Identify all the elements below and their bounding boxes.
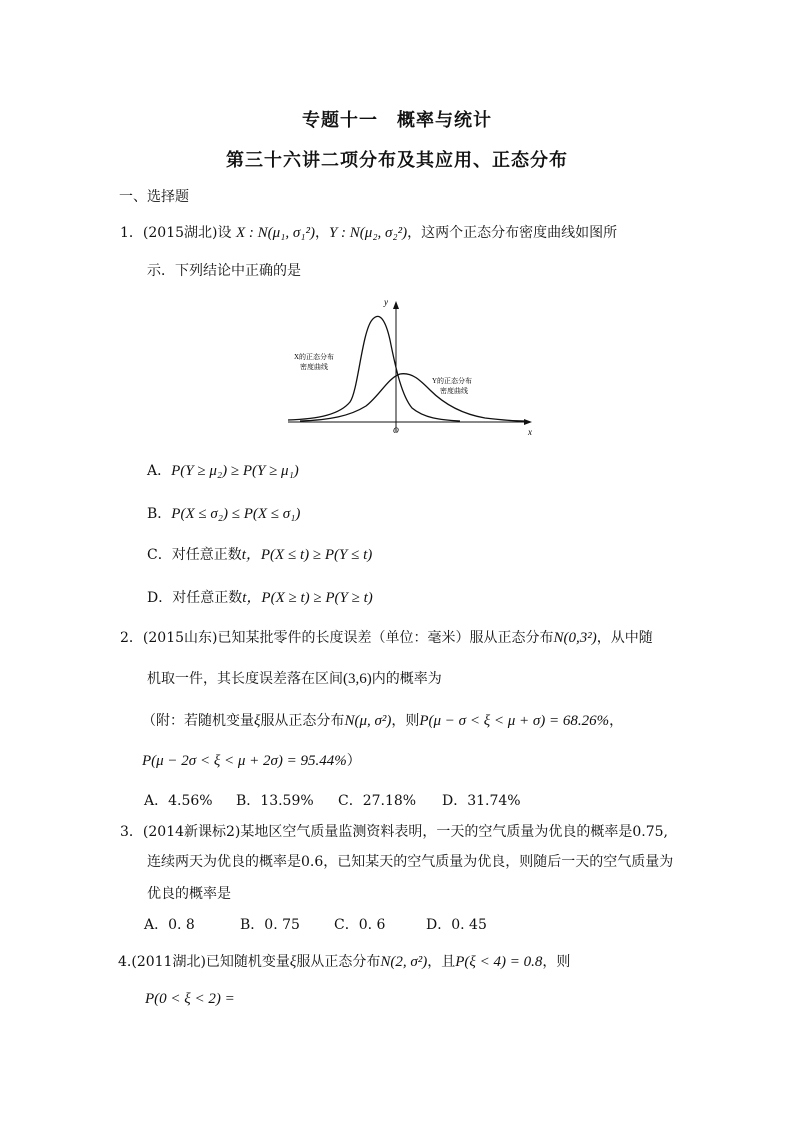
option-d[interactable]: D．31.74% <box>442 793 521 809</box>
note-text: （附：若随机变量 <box>142 713 254 729</box>
x-curve-label-line1: X的正态分布 <box>294 353 335 361</box>
math-expression: X : N(μ₁, σ₁²) <box>235 225 315 241</box>
y-axis-arrow <box>393 301 399 309</box>
stem-text: 服从正态分布 <box>296 954 381 970</box>
option-b[interactable]: B．13.59% <box>236 793 314 809</box>
question-3-stem-line3: 优良的概率是 <box>147 886 231 902</box>
math-variable: ξ <box>289 954 297 970</box>
question-2-note-line1 <box>142 710 623 730</box>
question-source: (2015湖北) <box>142 225 218 241</box>
stem-text: ，且 <box>427 954 456 970</box>
math-expression: P(μ − σ < ξ < μ + σ) = 68.26% <box>419 713 610 729</box>
math-expression: P(μ − 2σ < ξ < μ + 2σ) = 95.44% <box>142 753 347 769</box>
stem-text: 某地区空气质量监测资料表明，一天的空气质量为优良的概率是0.75, <box>240 824 669 840</box>
note-text: 服从正态分布 <box>260 713 345 729</box>
question-source: (2011湖北) <box>131 954 206 970</box>
x-axis-label: x <box>528 427 532 437</box>
option-a[interactable]: A．4.56% <box>144 793 213 809</box>
note-text: ，则 <box>391 713 420 729</box>
math-expression: N(0,3²) <box>553 630 597 646</box>
stem-text: 已知某批零件的长度误差（单位：毫米）服从正态分布 <box>217 630 554 646</box>
stem-text: ，从中随 <box>596 630 653 646</box>
question-source: (2014新课标2) <box>142 824 241 840</box>
origin-label: O <box>393 426 399 435</box>
note-text: ， <box>609 713 624 729</box>
question-1-stem-line2: 示．下列结论中正确的是 <box>147 263 301 279</box>
normal-density-figure <box>280 292 540 442</box>
y-curve-label-line1: Y的正态分布 <box>432 377 473 385</box>
math-expression: ，P(X ≤ t) ≥ P(Y ≤ t) <box>245 547 373 563</box>
math-expression: N(μ, σ²) <box>344 713 392 729</box>
math-expression: N(2, σ²) <box>380 954 428 970</box>
stem-text: 机取一件，其长度误差落在区间 <box>147 671 343 687</box>
question-4-stem-line1 <box>118 951 570 971</box>
question-source: (2015山东) <box>142 630 218 646</box>
page-title: 专题十一 概率与统计 <box>302 110 492 131</box>
stem-text: 已知随机变量 <box>205 954 290 970</box>
y-density-curve <box>300 374 524 421</box>
option-d[interactable] <box>147 586 373 607</box>
math-expression: ，P(X ≥ t) ≥ P(Y ≥ t) <box>246 590 373 606</box>
page-subtitle: 第三十六讲二项分布及其应用、正态分布 <box>226 150 568 171</box>
option-label: B． <box>147 506 172 522</box>
question-3-stem-line2: 连续两天为优良的概率是0.6，已知某天的空气质量为优良，则随后一天的空气质量为 <box>147 854 674 870</box>
question-4-stem-line2 <box>145 991 235 1008</box>
stem-text: ，这两个正态分布密度曲线如图所 <box>407 225 618 241</box>
math-expression: (3,6) <box>343 671 372 687</box>
section-heading: 一、选择题 <box>119 189 189 205</box>
option-b[interactable] <box>147 503 300 523</box>
x-axis-arrow <box>524 419 532 425</box>
question-3-stem-line1 <box>120 821 668 841</box>
stem-text: ， <box>314 225 329 241</box>
note-text: ） <box>346 753 361 769</box>
option-c[interactable]: C．0. 6 <box>334 917 386 933</box>
option-c[interactable]: C．27.18% <box>338 793 417 809</box>
y-curve-label-line2: 密度曲线 <box>440 387 468 395</box>
math-variable: ξ <box>254 713 261 729</box>
question-2-stem-line1 <box>120 627 653 647</box>
math-variable: t <box>241 547 246 563</box>
option-label: D．对任意正数 <box>147 590 243 606</box>
question-number: 4. <box>118 954 132 970</box>
math-expression: Y : N(μ₂, σ₂²) <box>328 225 408 241</box>
option-a[interactable]: A．0. 8 <box>144 917 195 933</box>
question-number: 3． <box>120 824 143 840</box>
question-2-stem-line2 <box>147 668 442 688</box>
option-label: A． <box>147 463 172 479</box>
stem-text: 设 <box>217 225 232 241</box>
question-2-note-line2 <box>142 750 361 770</box>
y-axis-label: y <box>384 297 388 307</box>
question-1-stem-line1 <box>120 222 617 242</box>
option-b[interactable]: B．0. 75 <box>240 917 300 933</box>
stem-text: 内的概率为 <box>371 671 442 687</box>
question-number: 1． <box>120 225 143 241</box>
x-curve-label-line2: 密度曲线 <box>300 363 328 371</box>
math-expression: P(0 < ξ < 2) = <box>145 991 235 1007</box>
option-c[interactable] <box>147 543 372 564</box>
math-expression: P(Y ≥ μ₂) ≥ P(Y ≥ μ₁) <box>171 463 299 479</box>
math-expression: P(ξ < 4) = 0.8 <box>455 954 543 970</box>
option-a[interactable] <box>147 460 299 480</box>
option-label: C．对任意正数 <box>147 547 242 563</box>
option-d[interactable]: D．0. 45 <box>426 917 487 933</box>
math-variable: t <box>242 590 247 606</box>
math-expression: P(X ≤ σ₂) ≤ P(X ≤ σ₁) <box>171 506 301 522</box>
question-number: 2． <box>120 630 143 646</box>
stem-text: ，则 <box>542 954 571 970</box>
